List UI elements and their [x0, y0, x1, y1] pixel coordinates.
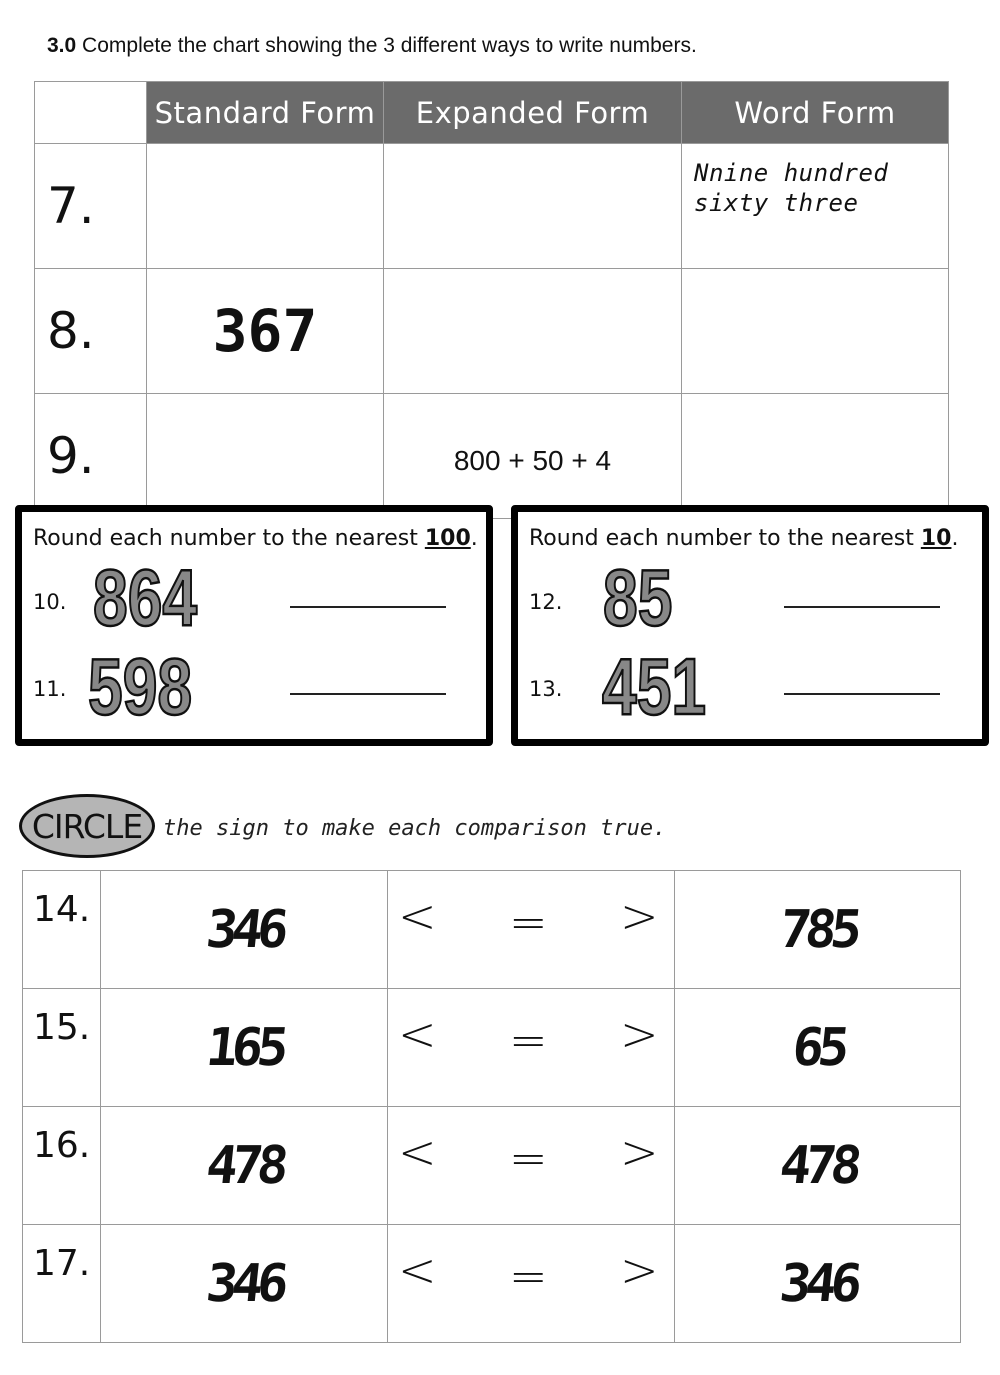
left-value: 346	[94, 871, 393, 989]
greater-than-sign[interactable]: >	[620, 1243, 659, 1297]
standard-form-answer[interactable]: 367	[147, 269, 384, 394]
round-10-instruction: Round each number to the nearest 10.	[529, 526, 959, 551]
sign-choices	[388, 1225, 675, 1343]
header-standard-form: Standard Form	[147, 82, 384, 144]
question-number: 13.	[529, 677, 563, 701]
number-to-round: 451	[602, 642, 707, 731]
word-form-answer[interactable]	[682, 394, 949, 519]
comparison-row	[23, 1225, 961, 1343]
chart-row	[35, 394, 949, 519]
round-to-10-box	[511, 505, 989, 746]
right-value: 346	[668, 1225, 966, 1343]
round-10-target: 10	[920, 526, 952, 551]
question-number: 9.	[35, 394, 147, 519]
question-number: 11.	[33, 677, 67, 701]
right-value: 785	[668, 871, 966, 989]
question-number: 14.	[23, 871, 101, 989]
question-number: 8.	[35, 269, 147, 394]
equals-sign[interactable]: =	[509, 895, 548, 949]
question-number: 12.	[529, 590, 563, 614]
question-number: 7.	[35, 144, 147, 269]
answer-line[interactable]	[290, 606, 446, 608]
expanded-form-answer[interactable]	[384, 144, 682, 269]
round-100-instruction: Round each number to the nearest 100.	[33, 526, 478, 551]
word-form-answer[interactable]: Nnine hundred sixty three	[682, 144, 949, 269]
circle-instruction: the sign to make each comparison true.	[163, 816, 667, 841]
equals-sign[interactable]: =	[509, 1131, 548, 1185]
question-number: 17.	[23, 1225, 101, 1343]
header-word-form: Word Form	[682, 82, 949, 144]
answer-line[interactable]	[784, 606, 940, 608]
comparison-row	[23, 1107, 961, 1225]
less-than-sign[interactable]: <	[398, 1243, 437, 1297]
right-value: 478	[668, 1107, 966, 1225]
round-to-100-box	[15, 505, 493, 746]
question-number: 16.	[23, 1107, 101, 1225]
equals-sign[interactable]: =	[509, 1013, 548, 1067]
header-expanded-form: Expanded Form	[384, 82, 682, 144]
left-value: 478	[94, 1107, 393, 1225]
round-100-target: 100	[424, 526, 471, 551]
expanded-form-answer[interactable]: 800 + 50 + 4	[384, 394, 682, 519]
comparison-table	[22, 870, 961, 1343]
worksheet-title	[47, 34, 697, 58]
number-to-round: 864	[93, 553, 198, 642]
answer-line[interactable]	[290, 693, 446, 695]
chart-row	[35, 144, 949, 269]
left-value: 346	[94, 1225, 393, 1343]
comparison-row	[23, 871, 961, 989]
less-than-sign[interactable]: <	[398, 889, 437, 943]
less-than-sign[interactable]: <	[398, 1125, 437, 1179]
chart-header-row	[35, 82, 949, 144]
left-value: 165	[94, 989, 393, 1107]
expanded-form-answer[interactable]	[384, 269, 682, 394]
right-value: 65	[668, 989, 966, 1107]
greater-than-sign[interactable]: >	[620, 1125, 659, 1179]
sign-choices	[388, 1107, 675, 1225]
number-to-round: 598	[88, 642, 193, 731]
question-number: 10.	[33, 590, 67, 614]
number-forms-chart	[34, 81, 949, 519]
header-blank-cell	[35, 82, 147, 144]
standard-form-answer[interactable]	[147, 394, 384, 519]
less-than-sign[interactable]: <	[398, 1007, 437, 1061]
sign-choices	[388, 989, 675, 1107]
section-number: 3.0	[47, 34, 77, 57]
greater-than-sign[interactable]: >	[620, 1007, 659, 1061]
answer-line[interactable]	[784, 693, 940, 695]
sign-choices	[388, 871, 675, 989]
comparison-row	[23, 989, 961, 1107]
greater-than-sign[interactable]: >	[620, 889, 659, 943]
number-to-round: 85	[603, 553, 673, 642]
question-number: 15.	[23, 989, 101, 1107]
standard-form-answer[interactable]	[147, 144, 384, 269]
equals-sign[interactable]: =	[509, 1249, 548, 1303]
word-form-answer[interactable]	[682, 269, 949, 394]
chart-row	[35, 269, 949, 394]
circle-badge: CIRCLE	[19, 794, 155, 858]
section-instruction: Complete the chart showing the 3 different ways to write numbers.	[82, 34, 697, 57]
